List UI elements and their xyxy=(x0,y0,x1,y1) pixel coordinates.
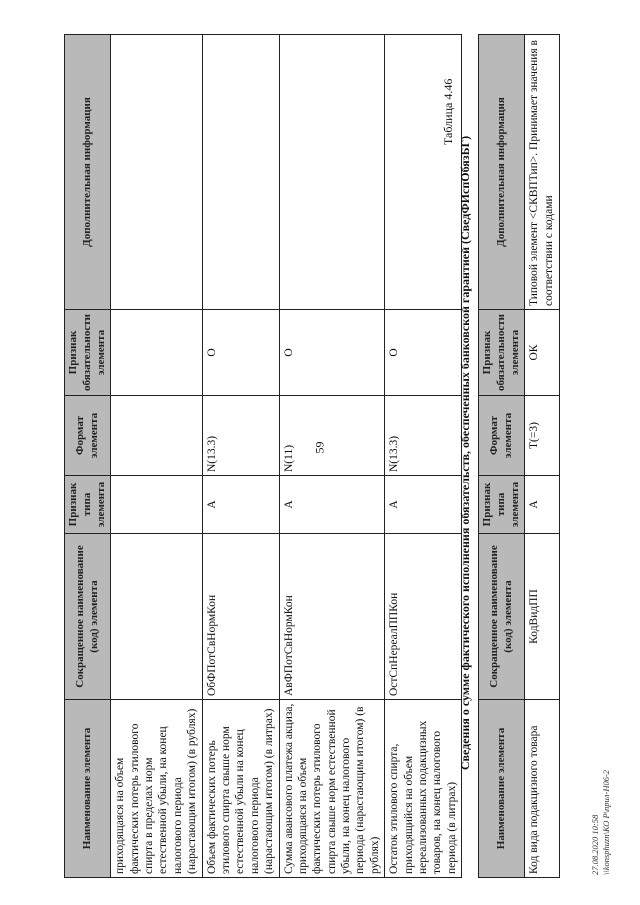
header-cell: Дополнительная информация xyxy=(479,35,525,310)
element-format-cell xyxy=(111,396,202,476)
bank-guarantee-table xyxy=(478,34,560,878)
element-info-cell xyxy=(279,35,385,310)
header-cell: Формат элемента xyxy=(479,396,525,476)
table-row xyxy=(111,35,202,878)
elements-table-continued xyxy=(64,34,462,878)
stamp-path: \\konsphuzn\КО Р\прил-Н06-2 xyxy=(600,769,611,875)
table-number-caption: Таблица 4.46 xyxy=(441,78,455,145)
element-type-cell: А xyxy=(385,476,462,534)
header-cell: Сокращенное наименование (код) элемента xyxy=(65,534,111,700)
element-format-cell: N(11) xyxy=(279,396,385,476)
table-row xyxy=(525,35,560,878)
table-row xyxy=(279,35,385,878)
element-code-cell: КодВидПП xyxy=(525,534,560,700)
element-required-cell xyxy=(111,310,202,396)
header-cell: Сокращенное наименование (код) элемента xyxy=(479,534,525,700)
element-name-cell: Остаток этилового спирта, приходящийся на объем нереализованных подакцизных товаров, на конец налогового периода (в литрах) xyxy=(385,700,462,878)
header-cell: Формат элемента xyxy=(65,396,111,476)
header-cell: Признак обязательности элемента xyxy=(479,310,525,396)
element-format-cell: N(13.3) xyxy=(202,396,279,476)
element-format-cell: N(13.3) xyxy=(385,396,462,476)
element-required-cell: ОК xyxy=(525,310,560,396)
element-code-cell: ОстСпНереалППКон xyxy=(385,534,462,700)
table-title: Сведения о сумме фактического исполнения обязательств, обеспеченных банковской гарантией (СведФИспОбязБГ) xyxy=(458,135,472,771)
element-info-cell xyxy=(111,35,202,310)
header-cell: Признак обязательности элемента xyxy=(65,310,111,396)
page-number: 59 xyxy=(312,441,327,454)
element-format-cell: T(=3) xyxy=(525,396,560,476)
header-cell: Признак типа элемента xyxy=(65,476,111,534)
table-header-row xyxy=(65,35,111,878)
header-cell: Дополнительная информация xyxy=(65,35,111,310)
element-info-cell: Типовой элемент <СКВПТип>. Принимает значения в соответствии с кодами xyxy=(525,35,560,310)
element-name-cell: Сумма авансового платежа акциза, приходящаяся на объем фактических потерь этилового спирта свыше норм естественной убыли, на конец налогового периода (нарастающим итогом) (в рублях) xyxy=(279,700,385,878)
table-header-row xyxy=(479,35,525,878)
element-code-cell: ОбФПотСвНормКон xyxy=(202,534,279,700)
element-type-cell xyxy=(111,476,202,534)
element-name-cell: приходящаяся на объем фактических потерь этилового спирта в пределах норм естественной убыли, на конец налогового периода (нарастающим итогом) (в рублях) xyxy=(111,700,202,878)
element-code-cell: АвФПотСвНормКон xyxy=(279,534,385,700)
element-code-cell xyxy=(111,534,202,700)
header-cell: Признак типа элемента xyxy=(479,476,525,534)
element-type-cell: А xyxy=(279,476,385,534)
element-name-cell: Объем фактических потерь этилового спирта свыше норм естественной убыли на конец налогового периода (нарастающим итогом) (в литрах) xyxy=(202,700,279,878)
header-cell: Наименование элемента xyxy=(479,700,525,878)
element-required-cell: О xyxy=(279,310,385,396)
stamp-date: 27.08.2020 10:58 xyxy=(590,814,600,875)
element-name-cell: Код вида подакцизного товара xyxy=(525,700,560,878)
element-type-cell: А xyxy=(202,476,279,534)
element-info-cell xyxy=(202,35,279,310)
table-row xyxy=(385,35,462,878)
table-row xyxy=(202,35,279,878)
print-stamp xyxy=(590,770,611,875)
element-required-cell: О xyxy=(385,310,462,396)
element-type-cell: А xyxy=(525,476,560,534)
element-required-cell: О xyxy=(202,310,279,396)
header-cell: Наименование элемента xyxy=(65,700,111,878)
element-info-cell xyxy=(385,35,462,310)
